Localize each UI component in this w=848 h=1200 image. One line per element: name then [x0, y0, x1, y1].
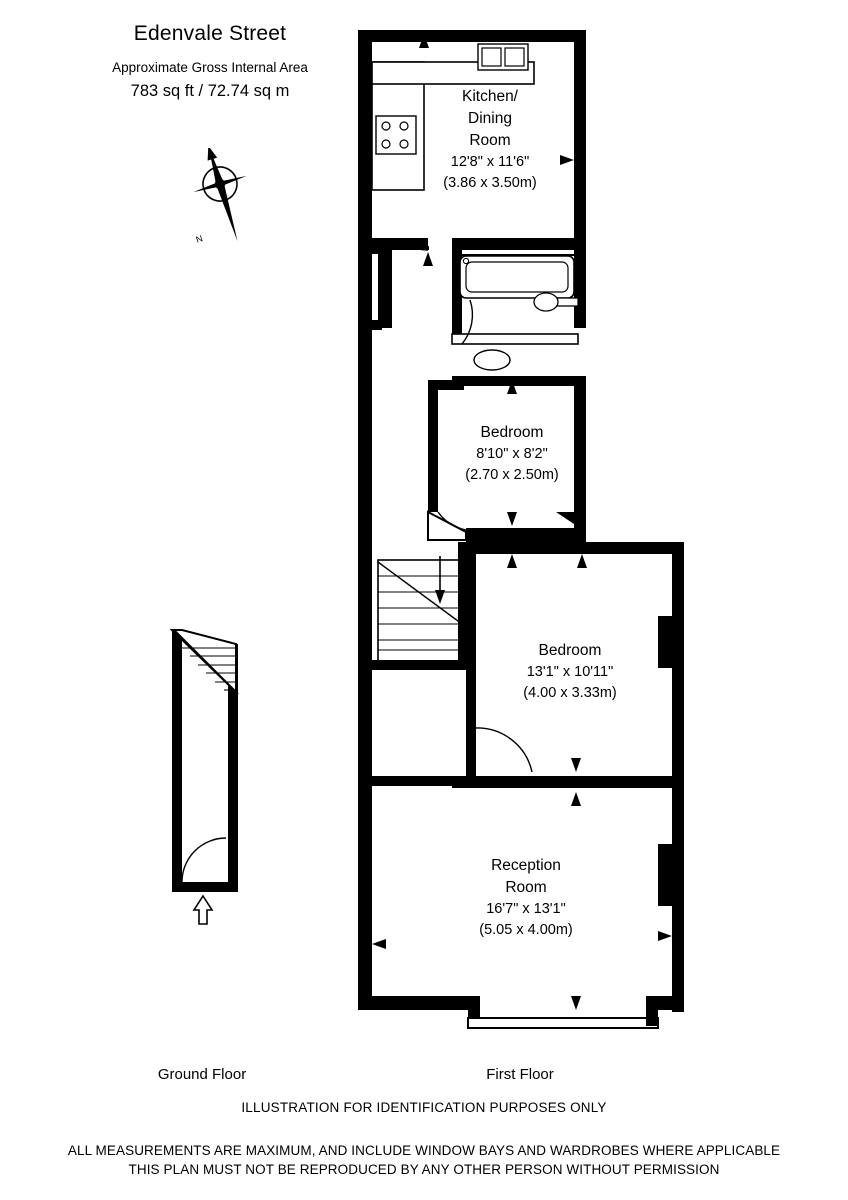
wall-bed1-top — [452, 376, 586, 386]
room-label-kitchen — [400, 86, 580, 194]
ground-wall-left — [172, 630, 182, 892]
wall-left-bump-bottom — [358, 320, 382, 330]
ground-entry-arrow — [194, 896, 212, 924]
door-arrow-bed1-bottom — [507, 512, 517, 526]
door-arrow-reception-top — [571, 792, 581, 806]
wall-bed2-left — [466, 542, 476, 728]
wall-bottom-right — [646, 996, 684, 1010]
room-name-line1: Reception — [491, 857, 561, 874]
door-arrow-kitchen — [423, 252, 433, 266]
wall-top — [358, 30, 586, 42]
room-name-line1: Kitchen/ — [461, 88, 518, 105]
room-name-line1: Bedroom — [480, 424, 544, 441]
disclaimer-line-2: THIS PLAN MUST NOT BE REPRODUCED BY ANY OTHER PERSON WITHOUT PERMISSION — [128, 1162, 720, 1177]
ground-floor-plan — [172, 630, 238, 924]
room-name-line2: Dining — [468, 110, 512, 127]
room-dim-imperial: 16'7" x 13'1" — [486, 901, 566, 917]
room-name-line2: Room — [505, 879, 547, 896]
room-name-line1: Bedroom — [538, 642, 602, 659]
wall-kitchen-bottom-right — [452, 238, 586, 250]
room-name-line3: Room — [469, 132, 511, 149]
disclaimer-line-1: ALL MEASUREMENTS ARE MAXIMUM, AND INCLUDE WINDOW BAYS AND WARDROBES WHERE APPLICABLE — [67, 1143, 781, 1158]
stairs-first-floor — [378, 556, 462, 664]
room-label-bedroom2 — [484, 640, 656, 704]
wall-left-bump — [378, 250, 392, 328]
wall-bed2-bottom — [452, 776, 682, 788]
compass-north-label: N — [194, 233, 205, 245]
door-swing-bed2 — [476, 728, 532, 772]
window-arrow-bed2-top — [507, 554, 517, 568]
room-dim-imperial: 12'8" x 11'6" — [450, 154, 530, 170]
wall-bed1-bottom — [466, 528, 586, 542]
floor-label-first: First Floor — [486, 1066, 554, 1083]
wall-kitchen-bottom-left — [372, 238, 428, 250]
room-dim-metric: (5.05 x 4.00m) — [479, 922, 573, 938]
window-arrow-reception-left — [372, 939, 386, 949]
page-title: Edenvale Street — [133, 22, 287, 45]
floor-label-ground: Ground Floor — [157, 1066, 247, 1083]
wall-bed2-top — [466, 542, 672, 554]
wall-bathroom-right — [574, 248, 586, 328]
room-dim-imperial: 13'1" x 10'11" — [526, 664, 614, 680]
wall-bathroom-bottom — [452, 334, 578, 344]
wall-bed1-bottom-left-splay — [428, 512, 466, 540]
window-recess-reception — [658, 844, 672, 906]
wall-bottom-left — [358, 996, 480, 1010]
wall-bed2-left-lower — [466, 718, 476, 780]
wall-hall-bottom — [372, 776, 468, 786]
window-arrow-bed2-top2 — [577, 554, 587, 568]
sink-icon — [478, 44, 528, 70]
window-arrow-reception-right — [658, 931, 672, 941]
room-dim-metric: (2.70 x 2.50m) — [465, 467, 559, 483]
window-recess-bed2 — [658, 616, 672, 668]
room-dim-metric: (3.86 x 3.50m) — [443, 175, 537, 191]
room-label-bedroom1 — [424, 422, 600, 486]
wall-left-upper — [358, 30, 372, 770]
room-label-reception — [440, 855, 612, 941]
room-dim-metric: (4.00 x 3.33m) — [523, 685, 617, 701]
ground-entry-door-swing — [182, 838, 226, 882]
bay-window — [468, 1018, 658, 1028]
bathtub-icon — [460, 256, 574, 298]
area-value: 783 sq ft / 72.74 sq m — [130, 82, 290, 100]
wall-stair-bottom — [372, 660, 468, 670]
illustration-notice: ILLUSTRATION FOR IDENTIFICATION PURPOSES ONLY — [241, 1100, 607, 1115]
area-subtitle: Approximate Gross Internal Area — [112, 60, 308, 75]
door-arrow-bed2 — [571, 758, 581, 772]
basin-icon — [474, 350, 510, 370]
wall-left-lower — [358, 770, 372, 1010]
room-dim-imperial: 8'10" x 8'2" — [476, 446, 548, 462]
ground-wall-bottom — [172, 882, 238, 892]
window-arrow-reception-bay — [571, 996, 581, 1010]
